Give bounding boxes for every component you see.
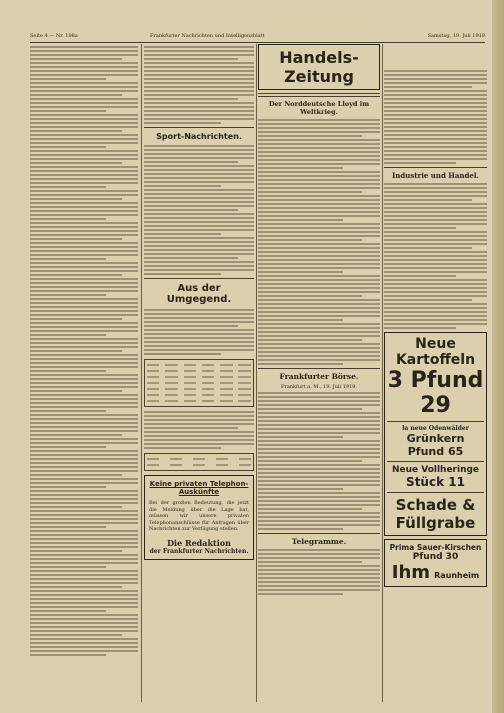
body-text	[384, 183, 487, 329]
advert-grocery	[384, 332, 487, 536]
advert-herring: Neue Vollheringe	[391, 465, 480, 475]
body-text	[30, 46, 138, 656]
notice-sign: Die Redaktion	[167, 537, 231, 548]
header-right: Samstag, 19. Juli 1919	[427, 33, 485, 39]
body-text	[144, 309, 254, 355]
body-text	[258, 549, 380, 595]
column-rule	[141, 44, 142, 702]
boerse-heading: Frankfurter Börse.	[279, 372, 359, 381]
boerse-date: Frankfurt a. M., 19. Juli 1919.	[280, 384, 358, 390]
column-rule	[382, 44, 383, 702]
notice-box	[144, 475, 254, 560]
section-title: Handels-Zeitung	[258, 44, 380, 90]
column-2	[144, 44, 254, 702]
lloyd-heading: Der Norddeutsche Lloyd im Weltkrieg.	[268, 100, 370, 116]
notice-body: Bei der großen Bedeutung, die jetzt die Meldung über die Lage hat, müssen wir unsere privaten Telephonanschlüsse für Anfragen über Nachrichten zur Verfügung stellen.	[149, 500, 249, 532]
column-4	[384, 44, 487, 702]
body-text	[144, 145, 254, 275]
notice-heading: Keine privaten Telephon-Auskünfte	[149, 480, 249, 496]
notice-sign-2: der Frankfurter Nachrichten.	[149, 547, 249, 555]
advert-gruenkern-label: la neue Odenwälder	[402, 425, 469, 432]
body-text	[144, 46, 254, 124]
header-left: Seite 4 — Nr. 198a	[30, 33, 78, 39]
column-3	[258, 44, 380, 702]
body-text	[144, 411, 254, 449]
weather-table	[144, 359, 254, 407]
advert-shop-name: Schade &	[395, 496, 476, 514]
water-level-table	[144, 453, 254, 471]
advert-cherries-name: Ihm	[391, 562, 431, 583]
advert-cherries-title: Prima Sauer-Kirschen	[389, 543, 482, 552]
advert-cherries-place: Raunheim	[434, 571, 480, 580]
advert-gruenkern-price: Pfund 65	[407, 445, 464, 458]
advert-potatoes-price: 3 Pfund 29	[387, 368, 484, 418]
sport-heading: Sport-Nachrichten.	[156, 132, 242, 141]
telegramme-heading: Telegramme.	[291, 537, 347, 546]
region-heading: Aus der Umgegend.	[166, 283, 232, 305]
advert-cherries-price: Pfund 30	[412, 552, 459, 562]
advert-potatoes: Neue Kartoffeln	[395, 336, 476, 368]
column-rule	[256, 44, 257, 702]
page-header	[30, 30, 485, 43]
header-center: Frankfurter Nachrichten und Intelligenzblatt	[150, 33, 265, 39]
column-1	[30, 44, 138, 702]
body-text	[258, 392, 380, 530]
body-text	[384, 70, 487, 164]
advert-gruenkern: Grünkern	[406, 432, 465, 445]
advert-cherries	[384, 539, 487, 587]
industrie-heading: Industrie und Handel.	[392, 171, 479, 180]
advert-shop-name-2: Füllgrabe	[395, 514, 476, 532]
body-text	[258, 119, 380, 365]
advert-herring-price: Stück 11	[406, 475, 465, 489]
